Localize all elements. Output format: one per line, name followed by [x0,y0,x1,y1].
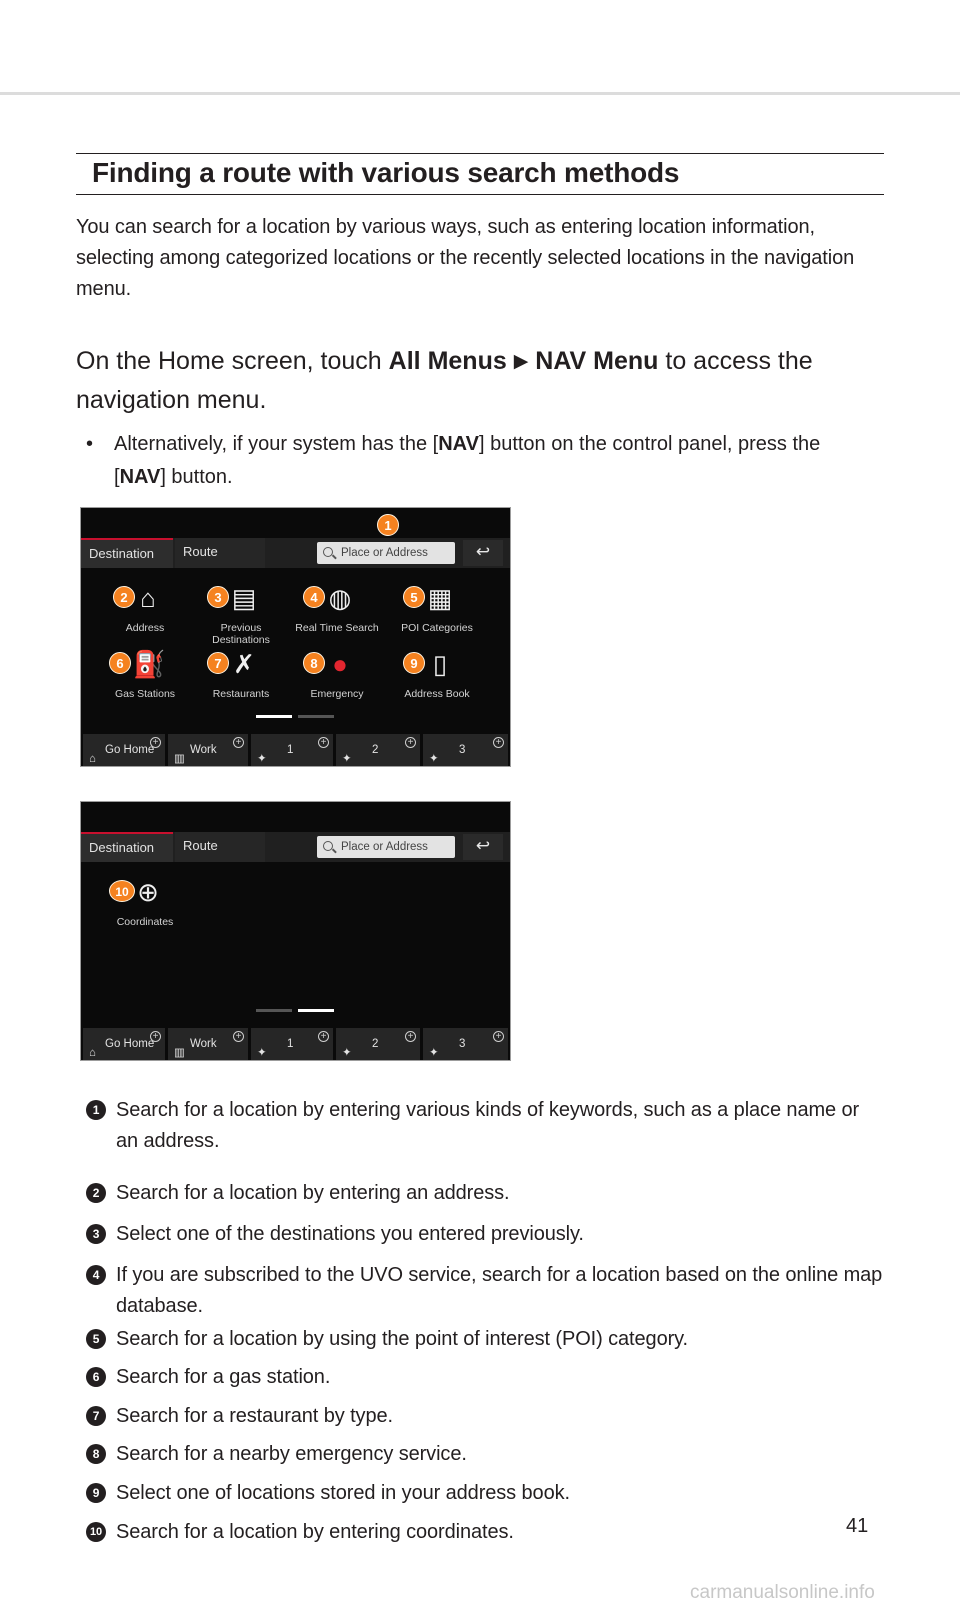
fuel-pump-icon: ⛽ [133,649,166,679]
legend-item-6 [86,1362,886,1393]
legend-number: 8 [86,1444,106,1464]
star-pin-icon: ✦ [257,753,267,765]
fav-label: 2 [372,1038,379,1050]
menu-label: POI Categories [401,622,473,634]
add-icon: + [318,737,329,748]
legend-number: 5 [86,1329,106,1349]
menu-all-menus: All Menus [388,347,507,375]
legend-text: Select one of the destinations you entered previously. [116,1223,584,1245]
legend-text: Search for a location by entering various kinds of keywords, such as a place name or an address. [116,1099,860,1152]
callout-8: 8 [303,652,325,674]
bullet-text-c: ] button. [160,466,233,488]
fav-2[interactable] [336,1028,420,1060]
legend-item-5 [86,1324,886,1355]
page-indicator-2 [298,1009,334,1012]
back-button[interactable]: ↩ [463,834,503,860]
section-title: Finding a route with various search methods [76,153,884,195]
nav-key-2: NAV [119,466,161,488]
legend-item-9 [86,1478,886,1509]
fav-label: 3 [459,744,466,756]
fav-label: 1 [287,744,294,756]
fav-label: 1 [287,1038,294,1050]
callout-7: 7 [207,652,229,674]
fav-2[interactable] [336,734,420,766]
callout-1: 1 [377,514,399,536]
add-icon: + [493,737,504,748]
menu-address[interactable] [95,580,195,634]
step-instruction [76,342,876,420]
fav-work[interactable] [168,1028,248,1060]
step-prefix: On the Home screen, touch [76,347,389,375]
place-search-button[interactable] [317,542,455,564]
siren-icon: ● [332,649,348,679]
add-icon: + [405,1031,416,1042]
fork-knife-icon: ✗ [233,649,255,679]
search-placeholder: Place or Address [341,841,428,853]
add-icon: + [233,1031,244,1042]
fav-go-home[interactable] [83,1028,165,1060]
page-indicator-1 [256,1009,292,1012]
page-number: 41 [846,1515,869,1537]
menu-label: Address Book [404,688,470,700]
menu-label: Gas Stations [114,688,176,700]
legend-number: 3 [86,1224,106,1244]
bullet-text-b: ] button on the control panel, press the [ [114,433,821,488]
crosshair-globe-icon: ⊕ [137,877,159,907]
legend-text: Search for a location by using the point of interest (POI) category. [116,1328,689,1350]
legend-number: 9 [86,1483,106,1503]
legend-number: 4 [86,1265,106,1285]
globe-search-icon: ◍ [328,583,352,613]
callout-9: 9 [403,652,425,674]
menu-poi-categories[interactable] [387,580,487,634]
add-icon: + [318,1031,329,1042]
menu-real-time-search[interactable] [287,580,387,634]
menu-label: Coordinates [116,916,174,928]
fav-label: Go Home [105,744,155,756]
back-button[interactable]: ↩ [463,540,503,566]
arrow-icon: ▶ [513,351,529,372]
fav-label: 3 [459,1038,466,1050]
building-icon: ▥ [174,753,185,765]
callout-5: 5 [403,586,425,608]
legend-text: Search for a location by entering coordinates. [116,1521,514,1543]
place-search-button[interactable] [317,836,455,858]
fav-work[interactable] [168,734,248,766]
fav-label: Work [190,1038,217,1050]
home-icon: ⌂ [89,753,96,765]
favorites-bar [81,1028,510,1060]
menu-emergency[interactable] [287,646,387,700]
page-indicator-2 [298,715,334,718]
bullet-text [86,428,876,494]
address-book-icon: ▯ [432,649,448,679]
legend-number: 1 [86,1100,106,1120]
fav-go-home[interactable] [83,734,165,766]
watermark: carmanualsonline.info [690,1582,875,1603]
legend-item-7 [86,1401,886,1432]
menu-restaurants[interactable] [191,646,291,700]
search-placeholder: Place or Address [341,547,428,559]
legend-number: 2 [86,1183,106,1203]
fav-label: Work [190,744,217,756]
menu-label: Real Time Search [295,622,379,634]
menu-label: Address [125,622,165,634]
menu-label: Previous Destinations [212,622,270,646]
legend-text: If you are subscribed to the UVO service, search for a location based on the online map database. [116,1264,883,1317]
star-pin-icon: ✦ [429,753,439,765]
menu-gas-stations[interactable] [95,646,195,700]
legend-text: Search for a location by entering an address. [116,1182,510,1204]
legend-item-8 [86,1439,886,1470]
legend-text: Select one of locations stored in your address book. [116,1482,570,1504]
fav-1[interactable] [251,1028,333,1060]
tab-destination[interactable]: Destination [81,538,173,568]
add-icon: + [150,737,161,748]
fav-label: Go Home [105,1038,155,1050]
bullet-dot-icon: • [86,433,94,455]
search-icon [323,547,333,557]
legend-text: Search for a gas station. [116,1366,331,1388]
intro-paragraph: You can search for a location by various ways, such as entering location information, selecting among categorized locations or the recently selected locations in the navigation menu. [76,216,855,300]
legend-number: 6 [86,1367,106,1387]
star-pin-icon: ✦ [342,1047,352,1059]
legend-number: 7 [86,1406,106,1426]
star-pin-icon: ✦ [257,1047,267,1059]
star-pin-icon: ✦ [429,1047,439,1059]
menu-label: Emergency [310,688,364,700]
legend-text: Search for a restaurant by type. [116,1405,393,1427]
menu-label: Restaurants [212,688,270,700]
tab-destination[interactable]: Destination [81,832,173,862]
callout-3: 3 [207,586,229,608]
bullet-note [86,428,876,494]
bullet-text-a: Alternatively, if your system has the [ [114,433,439,455]
legend-item-10 [86,1517,826,1548]
add-icon: + [493,1031,504,1042]
legend-item-3 [86,1219,886,1250]
star-pin-icon: ✦ [342,753,352,765]
callout-2: 2 [113,586,135,608]
tab-route[interactable]: Route [175,832,265,862]
callout-6: 6 [109,652,131,674]
menu-nav-menu: NAV Menu [535,347,659,375]
add-icon: + [405,737,416,748]
nav-key: NAV [438,433,479,455]
house-search-icon: ⌂ [140,583,156,613]
tab-route[interactable]: Route [175,538,265,568]
search-icon [323,841,333,851]
fav-3[interactable] [423,1028,508,1060]
add-icon: + [233,737,244,748]
callout-10: 10 [109,880,135,902]
building-search-icon: ▦ [427,583,453,613]
fav-3[interactable] [423,734,508,766]
legend-item-2 [86,1178,886,1209]
home-icon: ⌂ [89,1047,96,1059]
nav-screen-page-2 [80,801,511,1061]
legend-text: Search for a nearby emergency service. [116,1443,467,1465]
legend-number: 10 [86,1522,106,1542]
menu-coordinates[interactable] [95,874,195,928]
favorites-bar [81,734,510,766]
folder-clock-icon: ▤ [231,583,257,613]
legend-item-4 [86,1260,886,1322]
fav-label: 2 [372,744,379,756]
callout-4: 4 [303,586,325,608]
nav-screen-page-1 [80,507,511,767]
page-indicator-1 [256,715,292,718]
step-suffix: to access the navigation menu. [76,347,813,414]
menu-address-book[interactable] [387,646,487,700]
legend-item-1 [86,1095,886,1157]
top-rule [0,92,960,95]
building-icon: ▥ [174,1047,185,1059]
add-icon: + [150,1031,161,1042]
menu-previous-destinations[interactable] [191,580,291,646]
fav-1[interactable] [251,734,333,766]
